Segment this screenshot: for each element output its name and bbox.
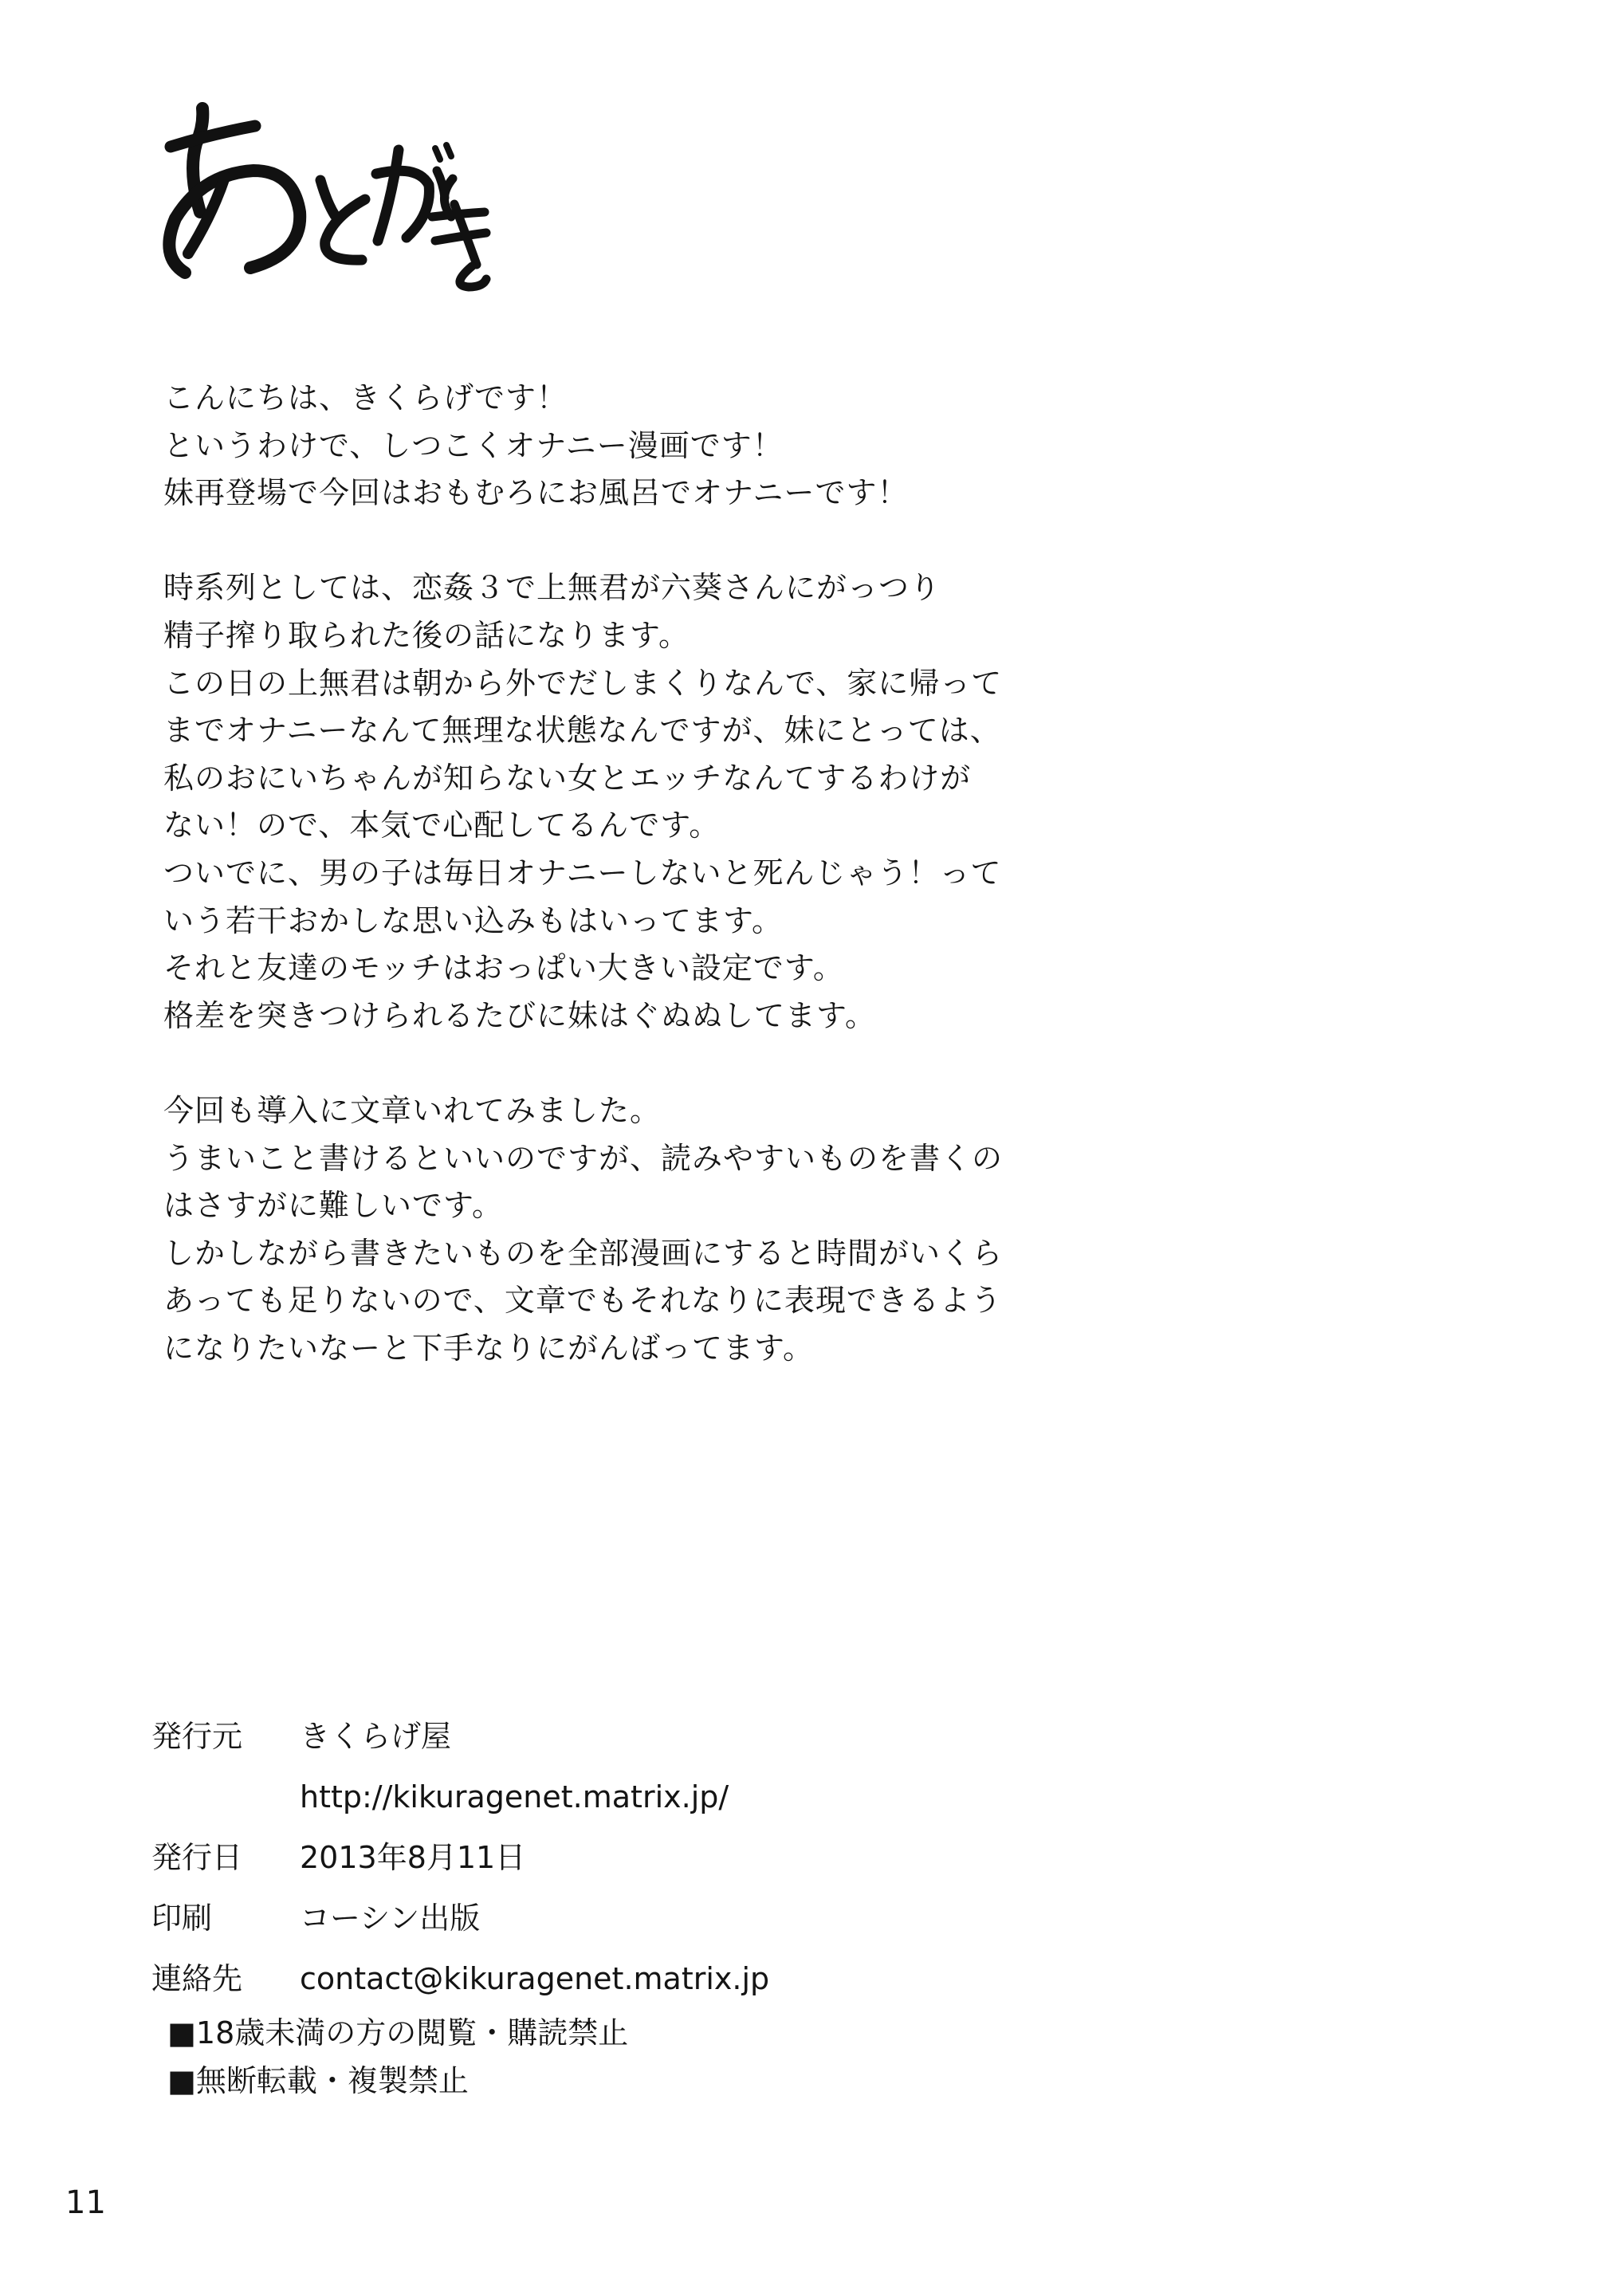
publish-date: 2013年8月11日 bbox=[300, 1840, 526, 1875]
colophon-url-row bbox=[151, 1767, 769, 1827]
afterword-paragraph bbox=[163, 564, 1040, 1040]
colophon-printer-row bbox=[151, 1888, 769, 1948]
text-line: はさすがに難しいです。 bbox=[163, 1188, 503, 1224]
text-line: それと友達のモッチはおっぱい大きい設定です。 bbox=[163, 950, 844, 986]
afterword-paragraph bbox=[163, 375, 1040, 517]
text-line: 格差を突きつけられるたびに妹はぐぬぬしてます。 bbox=[163, 997, 876, 1033]
afterword-paragraph bbox=[163, 1087, 1040, 1373]
printer-label: 印刷 bbox=[151, 1901, 213, 1936]
age-restriction-notice: ■18歳未満の方の閲覧・購読禁止 bbox=[167, 2015, 629, 2050]
page-number: 11 bbox=[65, 2184, 106, 2221]
text-line: 私のおにいちゃんが知らない女とエッチなんてするわけが bbox=[163, 760, 972, 796]
text-line: 今回も導入に文章いれてみました。 bbox=[163, 1092, 662, 1128]
copyright-notice: ■無断転載・複製禁止 bbox=[167, 2063, 469, 2098]
contact-email: contact@kikuragenet.matrix.jp bbox=[300, 1961, 770, 1996]
afterword-body bbox=[163, 375, 1040, 1372]
text-line: この日の上無君は朝から外でだしまくりなんで、家に帰って bbox=[163, 665, 1003, 701]
text-line: になりたいなーと下手なりにがんばってます。 bbox=[163, 1330, 814, 1366]
text-line: こんにちは、きくらげです！ bbox=[163, 380, 568, 415]
date-label: 発行日 bbox=[151, 1840, 243, 1875]
publisher-label: 発行元 bbox=[151, 1719, 243, 1754]
text-line: いう若干おかしな思い込みもはいってます。 bbox=[163, 902, 783, 938]
text-line: 精子搾り取られた後の話になります。 bbox=[163, 617, 690, 653]
contact-label: 連絡先 bbox=[151, 1961, 243, 1996]
text-line: までオナニーなんて無理な状態なんですが、妹にとっては、 bbox=[163, 713, 1001, 749]
text-line: 時系列としては、恋姦３で上無君が六葵さんにがっつり bbox=[163, 570, 941, 606]
afterword-title bbox=[156, 77, 491, 293]
handwritten-title-lettering bbox=[156, 77, 491, 293]
publisher-url: http://kikuragenet.matrix.jp/ bbox=[300, 1779, 729, 1814]
text-line: ついでに、男の子は毎日オナニーしないと死んじゃう！って bbox=[163, 855, 1002, 890]
text-line: あっても足りないので、文章でもそれなりに表現できるよう bbox=[163, 1283, 1002, 1319]
text-line: うまいこと書けるといいのですが、読みやすいものを書くの bbox=[163, 1140, 1004, 1176]
colophon-contact-row bbox=[151, 1948, 769, 2009]
printer-name: コーシン出版 bbox=[300, 1901, 481, 1936]
colophon-date-row bbox=[151, 1827, 769, 1888]
colophon-publisher-row bbox=[151, 1706, 769, 1767]
colophon bbox=[151, 1706, 769, 2105]
text-line: しかしながら書きたいものを全部漫画にすると時間がいくら bbox=[163, 1235, 1004, 1271]
text-line: ない！ので、本気で心配してるんです。 bbox=[163, 808, 721, 843]
text-line: 妹再登場で今回はおもむろにお風呂でオナニーです！ bbox=[163, 475, 909, 511]
text-line: というわけで、しつこくオナニー漫画です！ bbox=[163, 427, 784, 463]
publisher-name: きくらげ屋 bbox=[300, 1719, 452, 1754]
